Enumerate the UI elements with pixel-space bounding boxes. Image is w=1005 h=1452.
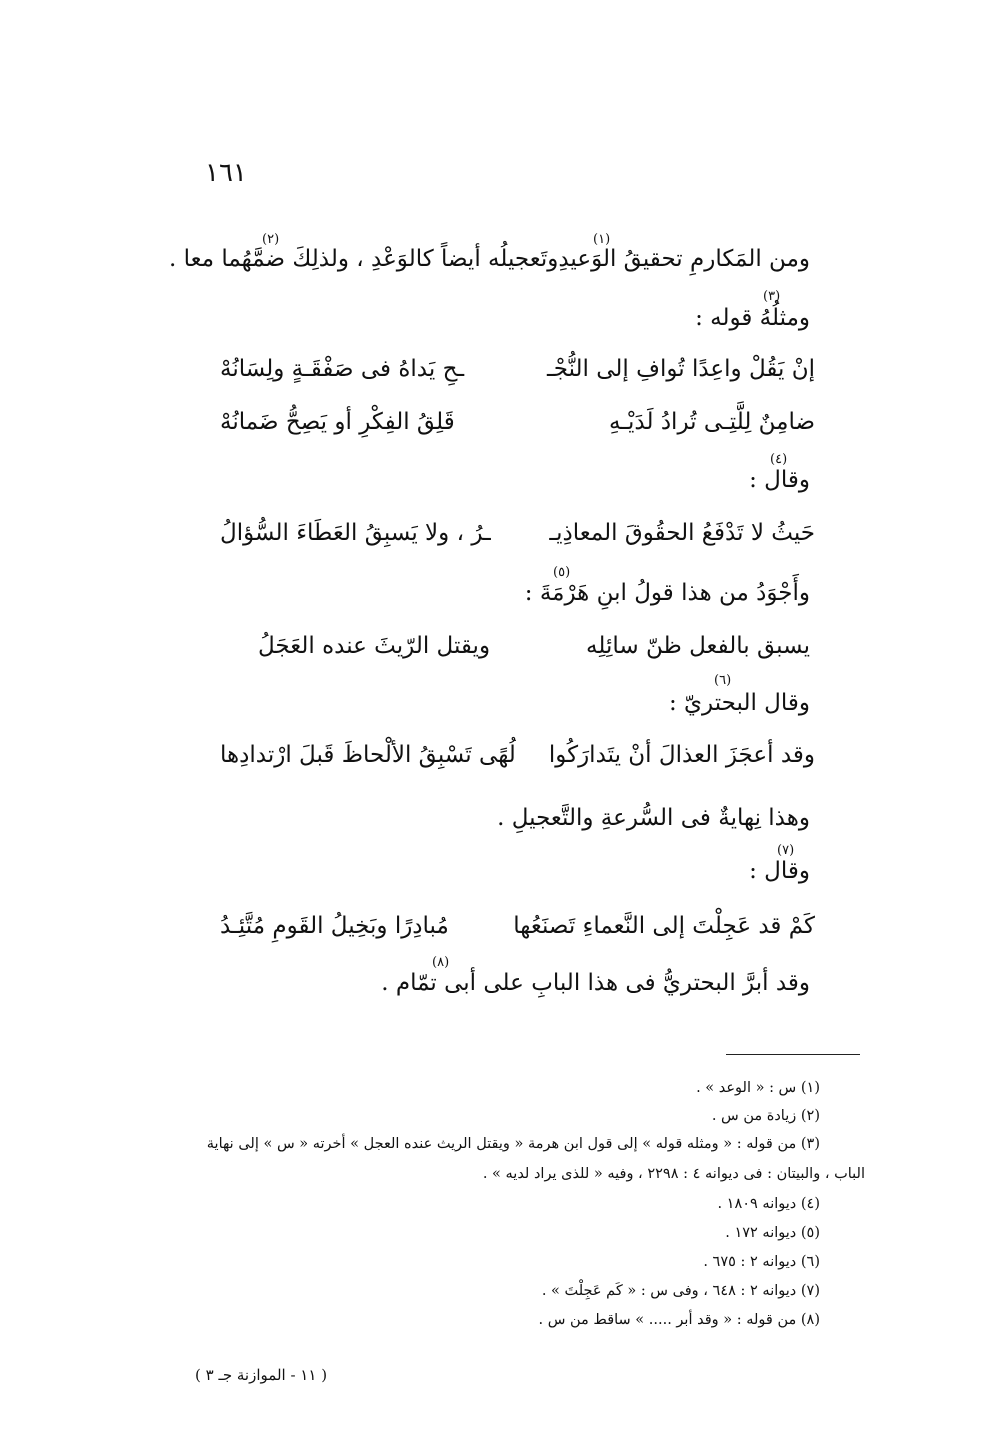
footnote-ref: (٤) [770, 452, 788, 467]
paragraph-text: وقال : [749, 467, 810, 493]
paragraph-text: وقال البحتريّ : [668, 690, 810, 716]
verse-hemistich-second: ـرُ ، ولا يَسبِقُ العَطَاءَ السُّؤالُ [220, 520, 491, 546]
footnote: (٣) من قوله : « ومثله قوله » إلى قول ابن هرمة « ويقتل الريث عنده العجل » أخرته « س » إلى نهاية [206, 1136, 820, 1152]
verse-hemistich-first: كَمْ قد عَجِلْتَ إلى النَّعماءِ تَصنَعُها [513, 913, 815, 939]
footnote: (١) س : « الوعد » . [696, 1080, 820, 1096]
verse-hemistich-second: مُبادِرًا وبَخِيلُ القَومِ مُتَّئِـدُ [220, 913, 449, 939]
verse-line [220, 409, 815, 435]
page-number: ١٦١ [205, 158, 247, 188]
footnote: (٨) من قوله : « وقد أبر ..... » ساقط من س . [538, 1312, 820, 1328]
paragraph-text: ومن المَكارمِ تحقيقُ الوَعيدِوتَعجيلُه أيضاً كالوَعْدِ ، ولذلِكَ ضمَّهُما معا . [168, 246, 810, 272]
footnote-continuation: الباب ، والبيتان : فى ديوانه ٤ : ٢٢٩٨ ، وفيه « للذى يراد لديه » . [482, 1166, 865, 1182]
verse-hemistich-second: ويقتل الرّيثَ عنده العَجَلُ [258, 633, 491, 659]
verse-line [258, 633, 810, 659]
verse-line [220, 356, 815, 382]
paragraph-text: وقد أبرَّ البحتريُّ فى هذا البابِ على أبى تمّام . [381, 970, 810, 996]
verse-hemistich-first: ضامِنٌ لِلَّتِـى تُرادُ لَدَيْـهِ [608, 409, 815, 435]
footnote-ref: (٥) [553, 565, 571, 580]
verse-line [220, 742, 815, 768]
signature-mark: ( ١١ - الموازنة جـ ٣ ) [195, 1366, 328, 1384]
footnote-ref: (٢) [262, 232, 280, 247]
footnote-ref: (٣) [763, 289, 781, 304]
verse-hemistich-second: ـحِ يَداهُ فى صَفْقَـةٍ ولِسَانُهْ [220, 356, 465, 382]
paragraph-text: وهذا نِهايةٌ فى السُّرعةِ والتَّعجيلِ . [497, 805, 810, 831]
footnote-ref: (١) [593, 232, 611, 247]
verse-hemistich-second: لُهًى تَسْبِقُ الألْحاظَ قَبلَ ارْتدادِها [220, 742, 516, 768]
footnote: (٧) ديوانه ٢ : ٦٤٨ ، وفى س : « كَم عَجِلْتَ » . [541, 1283, 820, 1299]
verse-hemistich-first: يسبق بالفعل ظنّ سائِلِه [586, 633, 810, 659]
verse-line [220, 913, 815, 939]
footnote: (٢) زيادة من س . [711, 1108, 820, 1124]
verse-hemistich-first: وقد أعجَزَ العذالَ أنْ يتَدارَكُوا [548, 742, 815, 768]
footnote-ref: (٦) [714, 673, 732, 688]
paragraph-text: وقال : [749, 858, 810, 884]
paragraph-text: وأَجْوَدُ من هذا قولُ ابنِ هَرْمَةَ : [524, 580, 810, 606]
verse-line [220, 520, 815, 546]
footnote-ref: (٨) [432, 955, 450, 970]
verse-hemistich-second: قَلِقُ الفِكْرِ أو يَصِحُّ ضَمانُهْ [220, 409, 455, 435]
footnote: (٦) ديوانه ٢ : ٦٧٥ . [703, 1254, 820, 1270]
footnote-separator [726, 1054, 860, 1055]
verse-hemistich-first: حَيثُ لا تَدْفَعُ الحقُوقَ المعاذِيـ [549, 520, 815, 546]
verse-hemistich-first: إنْ يَقُلْ واعِدًا تُوافِ إلى النُّجْـ [547, 356, 815, 382]
footnote-ref: (٧) [777, 843, 795, 858]
paragraph-text: ومثلُهُ قوله : [695, 305, 810, 331]
footnote: (٤) ديوانه ١٨٠٩ . [717, 1196, 820, 1212]
footnote: (٥) ديوانه ١٧٢ . [725, 1225, 820, 1241]
